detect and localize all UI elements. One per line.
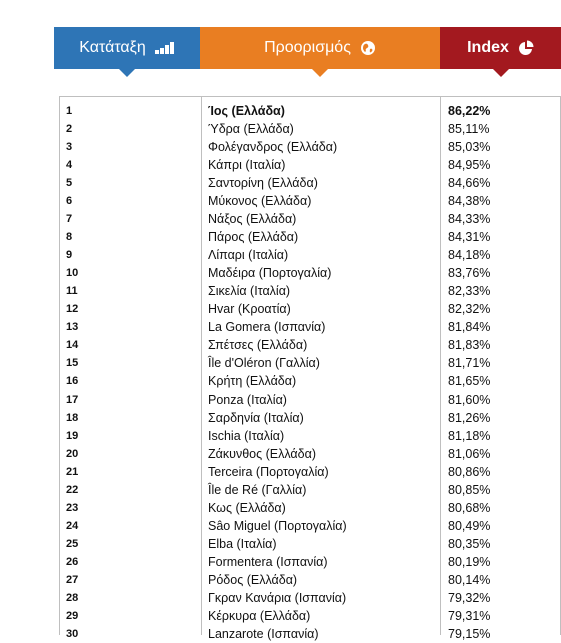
destination-cell: Île d'Oléron (Γαλλία) [208,356,320,371]
destination-cell: Ponza (Ιταλία) [208,392,287,407]
destination-cell: Νάξος (Ελλάδα) [208,212,297,227]
rank-cell: 23 [66,501,79,514]
rank-cell: 7 [66,213,73,226]
destination-cell: Κέρκυρα (Ελλάδα) [208,608,311,623]
rank-cell: 21 [66,465,79,478]
rank-cell: 4 [66,159,73,172]
table-row [60,174,560,192]
table-row [60,571,560,589]
destination-header [200,27,440,69]
index-cell: 85,03% [448,140,491,155]
destination-cell: Κρήτη (Ελλάδα) [208,374,297,389]
table-row [60,499,560,517]
table-row [60,535,560,553]
table-row [60,517,560,535]
bar-chart-icon [155,42,175,54]
index-cell: 84,18% [448,248,491,263]
destination-cell: Φολέγανδρος (Ελλάδα) [208,140,338,155]
rank-header-pointer [118,68,136,77]
table-row [60,264,560,282]
table-row [60,553,560,571]
destination-cell: Ζάκυνθος (Ελλάδα) [208,446,316,461]
table-row [60,228,560,246]
ranking-table [59,96,561,641]
destination-cell: Μαδέιρα (Πορτογαλία) [208,266,332,281]
rank-cell: 14 [66,339,79,352]
destination-cell: Ischia (Ιταλία) [208,428,285,443]
globe-icon [360,40,376,56]
table-row [60,336,560,354]
table-row [60,463,560,481]
index-cell: 81,18% [448,428,491,443]
rank-cell: 11 [66,285,78,298]
table-row [60,445,560,463]
rank-cell: 9 [66,249,73,262]
table-row [60,138,560,156]
table-row [60,318,560,336]
index-cell: 81,65% [448,374,491,389]
index-cell: 84,95% [448,158,491,173]
table-row [60,192,560,210]
rank-cell: 28 [66,591,79,604]
rank-cell: 29 [66,609,79,622]
destination-header-pointer [311,68,329,77]
index-header [440,27,561,69]
table-row [60,102,560,120]
destination-header-label: Προορισμός [264,39,351,56]
rank-cell: 17 [66,393,79,406]
table-row [60,427,560,445]
index-cell: 83,76% [448,266,491,281]
rank-cell: 6 [66,195,73,208]
index-cell: 81,26% [448,410,491,425]
index-header-pointer [492,68,510,77]
table-body [60,102,560,643]
table-row [60,210,560,228]
pie-chart-icon [518,40,534,56]
destination-cell: Σαρδηνία (Ιταλία) [208,410,304,425]
rank-cell: 3 [66,141,73,154]
index-cell: 82,33% [448,284,491,299]
destination-cell: Γκραν Κανάρια (Ισπανία) [208,590,347,605]
rank-cell: 18 [66,411,79,424]
table-row [60,246,560,264]
destination-cell: Ύδρα (Ελλάδα) [208,122,294,137]
destination-cell: La Gomera (Ισπανία) [208,320,326,335]
rank-cell: 1 [66,105,73,117]
rank-cell: 5 [66,177,73,190]
destination-cell: Terceira (Πορτογαλία) [208,464,329,479]
destination-cell: Formentera (Ισπανία) [208,554,328,569]
index-header-label: Index [467,39,509,56]
destination-cell: Πάρος (Ελλάδα) [208,230,299,245]
rank-cell: 15 [66,357,79,370]
index-cell: 79,32% [448,590,491,605]
index-cell: 81,60% [448,392,491,407]
table-row [60,120,560,138]
index-cell: 86,22% [448,104,491,118]
destination-cell: Μύκονος (Ελλάδα) [208,194,312,209]
table-row [60,300,560,318]
rank-cell: 24 [66,519,79,532]
table-row [60,409,560,427]
destination-cell: Hvar (Κροατία) [208,302,291,317]
table-header [54,27,561,69]
destination-cell: Κως (Ελλάδα) [208,500,286,515]
index-cell: 80,35% [448,536,491,551]
index-cell: 84,38% [448,194,491,209]
index-cell: 80,86% [448,464,491,479]
rank-cell: 26 [66,555,79,568]
table-row [60,589,560,607]
index-cell: 81,71% [448,356,491,371]
destination-cell: Σικελία (Ιταλία) [208,284,291,299]
rank-header-label: Κατάταξη [79,39,146,56]
destination-cell: Sâo Miguel (Πορτογαλία) [208,518,347,533]
destination-cell: Σπέτσες (Ελλάδα) [208,338,308,353]
table-row [60,156,560,174]
table-row [60,282,560,300]
destination-cell: Κάπρι (Ιταλία) [208,158,286,173]
index-cell: 84,31% [448,230,491,245]
destination-cell: Λίπαρι (Ιταλία) [208,248,289,263]
index-cell: 81,84% [448,320,491,335]
index-cell: 81,06% [448,446,491,461]
table-row [60,372,560,390]
rank-cell: 22 [66,483,79,496]
index-cell: 81,83% [448,338,491,353]
rank-cell: 30 [66,627,79,640]
index-cell: 80,19% [448,554,491,569]
rank-cell: 25 [66,537,79,550]
destination-cell: Elba (Ιταλία) [208,536,277,551]
rank-cell: 2 [66,123,73,136]
table-row [60,391,560,409]
index-cell: 82,32% [448,302,491,317]
index-cell: 84,33% [448,212,491,227]
destination-cell: Ρόδος (Ελλάδα) [208,572,298,587]
destination-cell: Lanzarote (Ισπανία) [208,626,319,641]
rank-cell: 8 [66,231,73,244]
index-cell: 79,31% [448,608,491,623]
destination-cell: Île de Ré (Γαλλία) [208,482,307,497]
destination-cell: Ίος (Ελλάδα) [208,104,285,118]
index-cell: 80,49% [448,518,491,533]
table-row [60,607,560,625]
rank-cell: 19 [66,429,79,442]
index-cell: 80,68% [448,500,491,515]
rank-cell: 12 [66,303,79,316]
destination-cell: Σαντορίνη (Ελλάδα) [208,176,318,191]
index-cell: 79,15% [448,626,491,641]
index-cell: 80,85% [448,482,491,497]
rank-cell: 10 [66,267,79,280]
table-row [60,354,560,372]
rank-cell: 20 [66,447,79,460]
index-cell: 84,66% [448,176,491,191]
index-cell: 80,14% [448,572,491,587]
rank-header [54,27,200,69]
rank-cell: 13 [66,321,79,334]
index-cell: 85,11% [448,122,490,137]
table-row [60,481,560,499]
rank-cell: 27 [66,573,79,586]
rank-cell: 16 [66,375,79,388]
